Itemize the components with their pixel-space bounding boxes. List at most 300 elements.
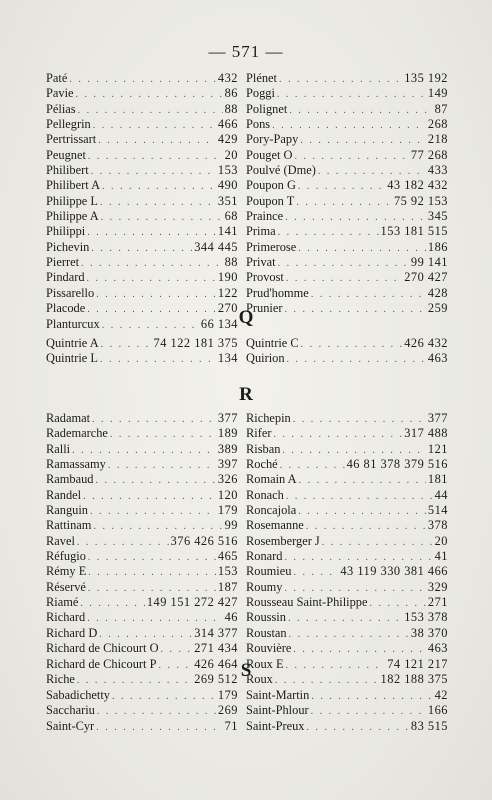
index-entry [46,86,238,101]
dot-leader [91,164,216,179]
entry-pages: 46 81 378 379 516 [346,457,448,472]
dot-leader [112,689,216,704]
entry-pages: 166 [427,703,448,718]
dot-leader [80,596,145,611]
index-entry [246,71,448,86]
index-entry [46,178,238,193]
entry-name: Planturcux [46,316,100,331]
entry-pages: 463 [427,641,448,656]
entry-name: Philippe A [46,209,99,224]
dot-leader [101,337,152,352]
entry-pages: 317 488 [404,426,448,441]
dot-leader [294,149,408,164]
dot-leader [306,519,426,534]
entry-pages: 376 426 516 [170,533,238,548]
entry-pages: 271 434 [194,641,238,656]
entry-name: Réfugio [46,549,86,564]
entry-name: Roux E [246,656,284,671]
dot-leader [287,352,426,367]
entry-name: Ralli [46,441,71,456]
entry-pages: 326 [217,472,238,487]
dot-leader [81,256,223,271]
index-entry [246,595,448,610]
index-block-r [46,411,448,687]
index-entry [46,71,238,86]
entry-name: Poupon T [246,193,295,208]
entry-pages: 397 [217,457,238,472]
dot-leader [88,565,216,580]
dot-leader [278,256,409,271]
entry-name: Philippi [46,224,86,239]
dot-leader [92,412,216,427]
dot-leader [69,72,216,87]
index-entry [246,641,448,656]
section-heading-q: Q [238,307,254,328]
entry-pages: 153 [217,163,238,178]
dot-leader [289,627,409,642]
entry-pages: 43 182 432 [387,178,448,193]
entry-name: Quintrie A [46,336,99,350]
entry-pages: 71 [224,718,238,733]
entry-pages: 149 [427,86,448,101]
dot-leader [72,443,216,458]
dot-leader [311,689,432,704]
entry-pages: 269 [217,703,238,718]
entry-pages: 41 [434,549,448,564]
entry-name: Peugnet [46,147,86,162]
dot-leader [286,271,402,286]
dot-leader [298,504,426,519]
index-entry [46,442,238,457]
entry-pages: 121 [427,441,448,456]
index-entry [46,688,238,703]
entry-name: Poulvé (Dme) [246,163,316,178]
entry-pages: 389 [217,441,238,456]
entry-pages: 120 [217,487,238,502]
entry-pages: 83 515 [410,718,448,733]
entry-name: Rambaud [46,472,94,487]
entry-name: Risban [246,441,281,456]
dot-leader [280,458,345,473]
index-entry [46,102,238,117]
index-entry [46,255,238,270]
entry-name: Romain A [246,472,297,487]
dot-leader [108,458,216,473]
entry-name: Randel [46,487,82,502]
dot-leader [87,225,216,240]
entry-pages: 68 [224,209,238,224]
dot-leader [83,489,216,504]
entry-pages: 426 432 [404,336,448,350]
entry-name: Quintrie C [246,336,299,350]
entry-name: Sacchariu [46,703,95,718]
index-entry [246,610,448,625]
dot-leader [289,103,432,118]
entry-name: Polignet [246,101,288,116]
index-entry [46,503,238,518]
left-column [46,336,244,367]
entry-pages: 88 [224,101,238,116]
index-entry [246,457,448,472]
index-entry [246,240,448,255]
entry-pages: 153 378 [404,610,448,625]
entry-name: Provost [246,270,284,285]
dot-leader [307,720,409,735]
index-entry [46,457,238,472]
index-entry [246,518,448,533]
dot-leader [76,87,223,102]
entry-pages: 426 464 [194,656,238,671]
entry-name: Pierret [46,255,80,270]
index-block-q [46,336,448,367]
index-entry [46,351,238,366]
dot-leader [279,72,402,87]
index-entry [46,719,238,734]
entry-name: Roustan [246,625,287,640]
entry-pages: 377 [217,411,238,425]
dot-leader [298,179,385,194]
dot-leader [87,611,222,626]
entry-name: Roumy [246,579,283,594]
entry-pages: 149 151 272 427 [146,595,238,610]
entry-pages: 271 [427,595,448,610]
entry-name: Plénet [246,71,277,85]
entry-name: Radamat [46,411,91,425]
entry-pages: 351 [217,193,238,208]
index-entry [246,255,448,270]
index-entry [46,549,238,564]
entry-name: Philibert A [46,178,101,193]
entry-name: Privat [246,255,276,270]
entry-name: Pertrissart [46,132,97,147]
entry-name: Pouget O [246,147,293,162]
entry-name: Pory-Papy [246,132,299,147]
entry-name: Placode [46,301,86,316]
entry-pages: 43 119 330 381 466 [340,564,448,579]
entry-name: Riamé [46,595,79,610]
entry-name: Rifer [246,426,272,441]
index-entry [246,286,448,301]
index-entry [246,102,448,117]
dot-leader [99,627,192,642]
index-entry [246,117,448,132]
left-column [46,71,244,332]
entry-pages: 269 512 [194,671,238,686]
entry-pages: 153 [217,564,238,579]
dot-leader [311,704,426,719]
dot-leader [91,241,192,256]
dot-leader [93,519,222,534]
dot-leader [293,642,425,657]
entry-pages: 66 134 [200,316,238,331]
entry-pages: 181 [427,472,448,487]
index-entry [46,163,238,178]
entry-name: Rousseau Saint-Philippe [246,595,368,610]
index-entry [246,580,448,595]
dot-leader [301,337,403,352]
entry-pages: 74 121 217 [387,656,448,671]
entry-pages: 75 92 153 [393,193,448,208]
index-entry [246,472,448,487]
entry-pages: 514 [427,503,448,518]
entry-pages: 182 188 375 [380,671,448,686]
entry-pages: 378 [427,518,448,533]
dot-leader [101,210,223,225]
index-entry [46,336,238,351]
index-entry [246,488,448,503]
index-entry [246,270,448,285]
entry-name: Ravel [46,533,75,548]
index-entry [46,564,238,579]
dot-leader [293,412,426,427]
dot-leader [277,87,426,102]
entry-pages: 179 [217,688,238,702]
dot-leader [96,473,216,488]
dot-leader [110,427,216,442]
dot-leader [288,611,402,626]
entry-name: Quintrie L [46,351,98,366]
entry-pages: 428 [427,285,448,300]
index-entry [46,270,238,285]
dot-leader [98,133,216,148]
entry-pages: 490 [217,178,238,193]
index-entry [46,132,238,147]
index-entry [46,472,238,487]
entry-name: Paté [46,71,68,85]
dot-leader [284,550,432,565]
entry-pages: 44 [434,487,448,502]
index-entry [246,224,448,239]
entry-name: Richard [46,610,86,625]
index-entry [46,286,238,301]
entry-pages: 463 [427,351,448,366]
entry-pages: 270 427 [404,270,448,285]
index-entry [246,626,448,641]
entry-pages: 270 [217,301,238,316]
index-entry [246,549,448,564]
entry-name: Prima [246,224,276,239]
entry-name: Roumieu [246,564,292,579]
dot-leader [77,535,169,550]
index-entry [46,117,238,132]
dot-leader [300,133,426,148]
entry-name: Saint-Phlour [246,703,309,718]
dot-leader [293,565,338,580]
entry-name: Ranguin [46,503,88,518]
index-entry [246,132,448,147]
entry-pages: 38 370 [410,625,448,640]
right-column [244,411,448,687]
entry-name: Sabadichetty [46,688,110,702]
entry-name: Richepin [246,411,291,425]
index-entry [246,86,448,101]
dot-leader [93,118,216,133]
index-entry [246,719,448,734]
entry-name: Richard de Chicourt P [46,656,157,671]
dot-leader [278,225,379,240]
entry-pages: 87 [434,101,448,116]
index-entry [246,534,448,549]
entry-name: Praince [246,209,284,224]
dot-leader [298,241,426,256]
index-entry [246,148,448,163]
entry-name: Richard de Chicourt O [46,641,159,656]
index-entry [246,178,448,193]
entry-pages: 189 [217,426,238,441]
entry-name: Philibert [46,163,89,178]
right-column [244,688,448,734]
right-column [244,336,448,367]
entry-name: Saint-Martin [246,688,310,702]
dot-leader [161,642,193,657]
dot-leader [87,271,216,286]
index-entry [46,411,238,426]
entry-pages: 135 192 [404,71,448,85]
entry-pages: 46 [224,610,238,625]
index-entry [46,426,238,441]
index-entry [246,703,448,718]
entry-name: Poggi [246,86,275,101]
entry-name: Prud'homme [246,285,309,300]
index-entry [46,224,238,239]
entry-name: Prunier [246,301,283,316]
entry-name: Rosemanne [246,518,304,533]
page-number: — 571 — [208,42,284,61]
entry-pages: 429 [217,132,238,147]
entry-name: Pavie [46,86,74,101]
dot-leader [96,287,216,302]
entry-pages: 268 [427,117,448,132]
index-entry [246,688,448,703]
entry-pages: 345 [427,209,448,224]
dot-leader [318,164,426,179]
entry-name: Pindard [46,270,85,285]
entry-name: Pélias [46,101,76,116]
entry-pages: 466 [217,117,238,132]
entry-name: Ronach [246,487,284,502]
entry-name: Riche [46,671,75,686]
index-entry [46,194,238,209]
dot-leader [370,596,426,611]
entry-name: Pellegrin [46,117,91,132]
dot-leader [311,287,426,302]
index-entry [46,595,238,610]
dot-leader [296,195,392,210]
index-entry [246,564,448,579]
index-entry [46,518,238,533]
entry-name: Ronard [246,549,283,564]
entry-name: Rattinam [46,518,92,533]
entry-pages: 218 [427,132,448,147]
index-entry [46,534,238,549]
entry-name: Pons [246,117,271,132]
dot-leader [96,720,222,735]
dot-leader [282,443,425,458]
index-entry [46,610,238,625]
entry-name: Roussin [246,610,286,625]
dot-leader [272,118,426,133]
index-block-p [46,71,448,332]
entry-pages: 99 141 [410,255,448,270]
dot-leader [97,704,216,719]
index-entry [46,240,238,255]
dot-leader [102,179,216,194]
entry-pages: 42 [434,688,448,702]
dot-leader [273,427,402,442]
section-heading-s: S [240,660,252,681]
index-entry [246,336,448,351]
entry-pages: 433 [427,163,448,178]
entry-pages: 88 [224,255,238,270]
entry-pages: 179 [217,503,238,518]
dot-leader [322,535,433,550]
entry-name: Ramassamy [46,457,106,472]
dot-leader [286,489,433,504]
index-block-s [46,688,448,734]
index-entry [246,194,448,209]
index-entry [246,209,448,224]
index-entry [246,442,448,457]
entry-pages: 186 [427,239,448,254]
entry-pages: 20 [434,533,448,548]
index-entry [46,148,238,163]
entry-pages: 314 377 [194,625,238,640]
entry-pages: 465 [217,549,238,564]
entry-pages: 432 [217,71,238,85]
dot-leader [78,103,223,118]
entry-pages: 153 181 515 [380,224,448,239]
index-entry [246,503,448,518]
entry-name: Poupon G [246,178,296,193]
index-entry [46,488,238,503]
entry-pages: 77 268 [410,147,448,162]
dot-leader [285,210,426,225]
index-entry [46,209,238,224]
entry-name: Roux [246,671,273,686]
dot-leader [100,352,216,367]
left-column [46,688,244,734]
entry-pages: 134 [217,351,238,366]
entry-name: Philippe L [46,193,98,208]
right-column [244,71,448,332]
index-entry [246,163,448,178]
section-heading-r: R [239,384,253,405]
entry-pages: 187 [217,579,238,594]
entry-name: Richard D [46,625,98,640]
entry-pages: 74 122 181 375 [153,336,238,350]
index-entry [46,580,238,595]
entry-name: Rouvière [246,641,292,656]
entry-name: Primerose [246,239,297,254]
entry-pages: 99 [224,518,238,533]
entry-pages: 20 [224,147,238,162]
entry-pages: 122 [217,285,238,300]
entry-name: Roché [246,457,278,472]
entry-name: Roncajola [246,503,297,518]
entry-pages: 344 445 [194,239,238,254]
entry-name: Pissarello [46,285,95,300]
index-entry [46,703,238,718]
entry-pages: 86 [224,86,238,101]
entry-name: Rémy E [46,564,87,579]
entry-pages: 259 [427,301,448,316]
index-entry [46,641,238,656]
left-column [46,411,244,687]
entry-pages: 329 [427,579,448,594]
index-entry [246,411,448,426]
entry-name: Rademarche [46,426,108,441]
entry-name: Réservé [46,579,86,594]
